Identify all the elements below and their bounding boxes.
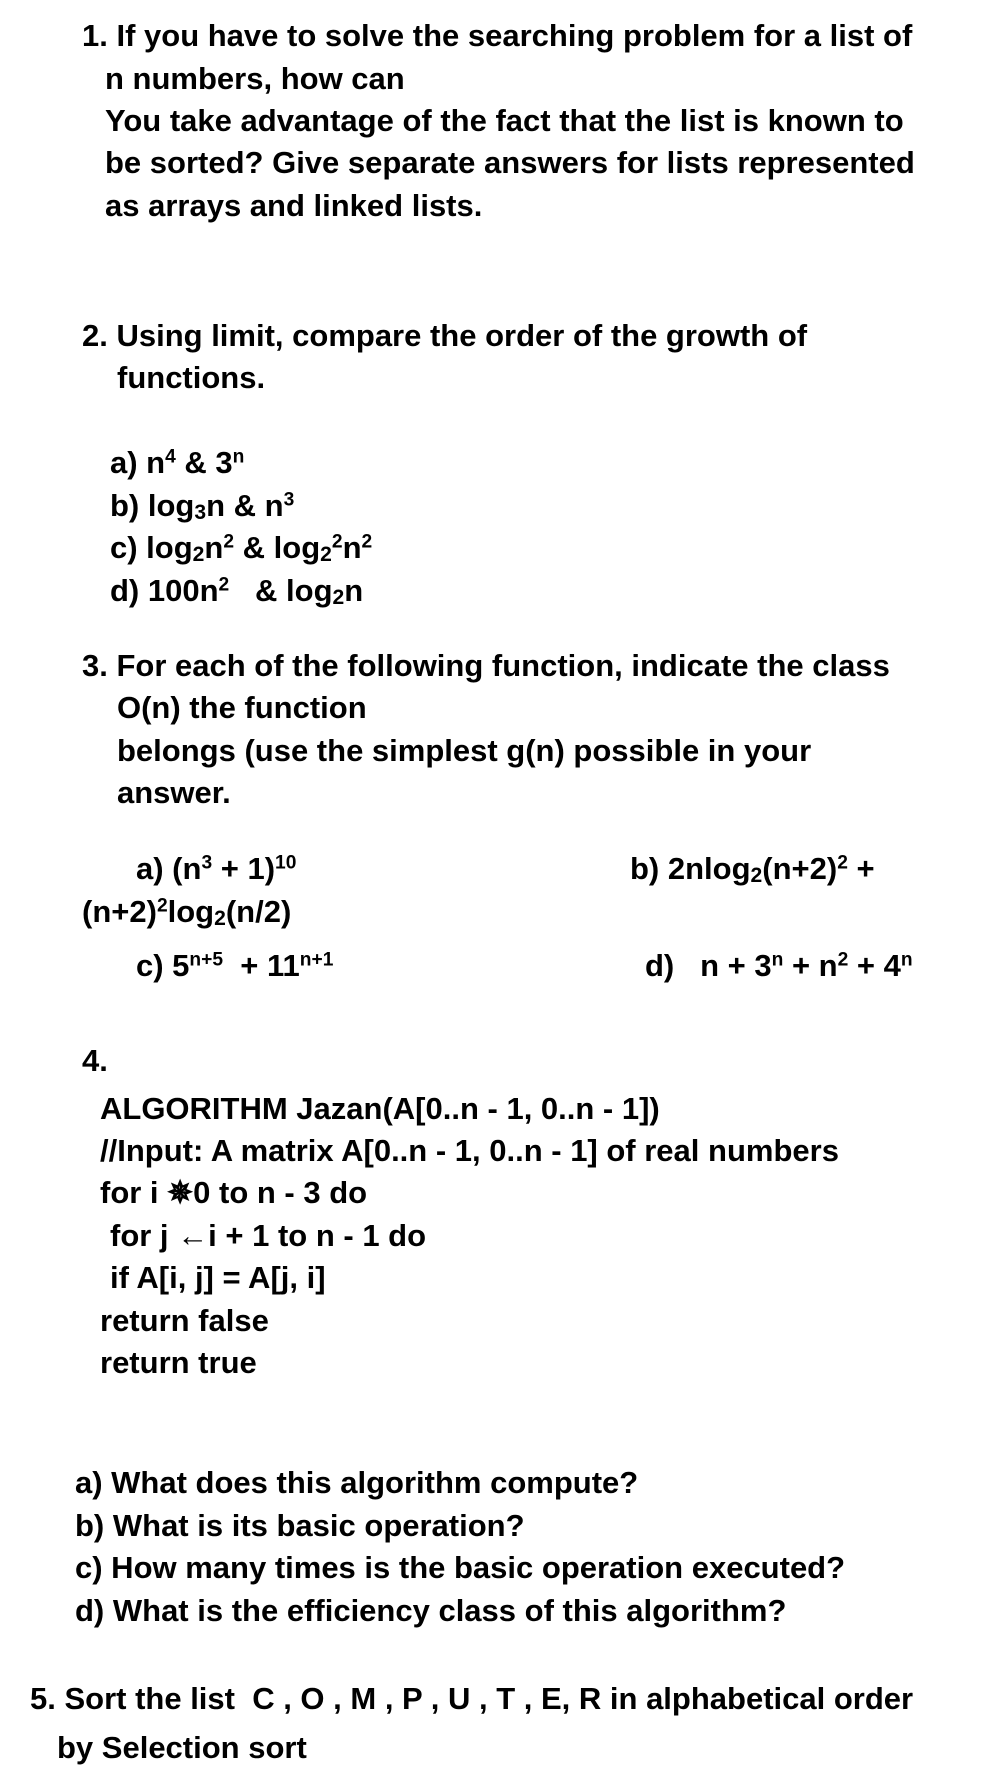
q2-item-b: b) $\log_3n$ & $n^3$ (110, 488, 295, 525)
q3-item-c: c) $5^{n+5} + 11^{n+1}$ (136, 948, 334, 983)
q4-code-line-1: ALGORITHM Jazan(A[0..n - 1, 0..n - 1]) (100, 1091, 660, 1126)
q3-line-4: answer. (117, 775, 231, 810)
q3-line-1: 3. For each of the following function, indicate the class (82, 648, 890, 683)
q5-line-2: by Selection sort (57, 1730, 307, 1765)
q4-question-a: a) What does this algorithm compute? (75, 1465, 639, 1500)
q1-line-5: as arrays and linked lists. (105, 188, 483, 223)
q5-line-1: 5. Sort the list C , O , M , P , U , T , E, R in alphabetical order (30, 1681, 914, 1716)
q3-item-d: d) $n + 3^n + n^2 + 4^n$ (645, 948, 913, 983)
q3-line-2: O(n) the function (117, 690, 367, 725)
q2-line-1: 2. Using limit, compare the order of the growth of (82, 318, 808, 353)
q1-line-1: 1. If you have to solve the searching problem for a list of (82, 18, 913, 53)
q3-item-b: b) $2nlog_2(n+2)^2$ + (630, 851, 875, 888)
q1-line-3: You take advantage of the fact that the list is known to (105, 103, 904, 138)
q4-number: 4. (82, 1043, 108, 1078)
q4-question-c: c) How many times is the basic operation executed? (75, 1550, 846, 1585)
q4-code-line-7: return true (100, 1345, 257, 1380)
q3-item-a: a) $(n^3 + 1)^{10}$ (136, 851, 297, 886)
q4-code-line-3: for i ✵0 to n - 3 do (100, 1175, 368, 1210)
q3-line-3: belongs (use the simplest g(n) possible in your (117, 733, 812, 768)
q4-question-d: d) What is the efficiency class of this algorithm? (75, 1593, 787, 1628)
q4-code-line-6: return false (100, 1303, 269, 1338)
q4-code-line-4: for j ←i + 1 to n - 1 do (110, 1218, 427, 1253)
q2-line-2: functions. (117, 360, 266, 395)
q4-code-line-5: if A[i, j] = A[j, i] (110, 1260, 326, 1295)
q2-item-a: a) $n^4$ & 3$^n$ (110, 445, 245, 480)
q1-line-2: n numbers, how can (105, 61, 405, 96)
q3-item-b-continued: $(n+2)^2\log_2(n/2)$ (82, 894, 292, 931)
q4-code-line-2: //Input: A matrix A[0..n - 1, 0..n - 1] of real numbers (100, 1133, 839, 1168)
q1-line-4: be sorted? Give separate answers for lists represented (105, 145, 915, 180)
q2-item-c: c) $\log_2n^2$ & $\log_2^2n^2$ (110, 530, 373, 567)
q4-question-b: b) What is its basic operation? (75, 1508, 525, 1543)
q2-item-d: d) $100n^2$ & $\log_2n$ (110, 573, 364, 610)
